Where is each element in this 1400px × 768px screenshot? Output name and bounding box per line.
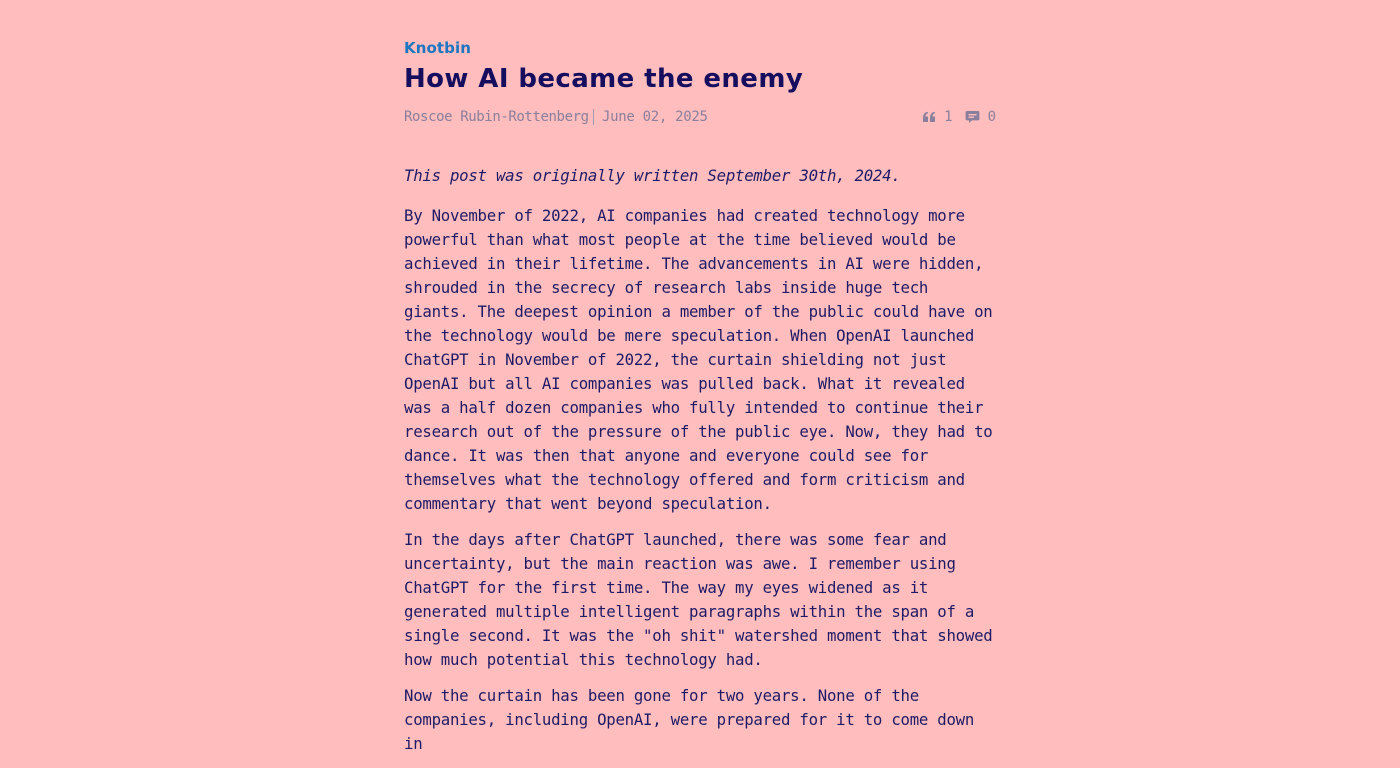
post-body: [404, 164, 996, 768]
post-date: June 02, 2025: [602, 109, 708, 125]
post-paragraph: In the days after ChatGPT launched, there was some fear and uncertainty, but the main reaction was awe. I remember using ChatGPT for the first time. The way my eyes widened as it generated multiple intelligent paragraphs within the span of a single second. It was the "oh shit" watershed moment that showed how much potential this technology had.: [404, 530, 993, 669]
post-meta: [404, 107, 996, 127]
post-paragraph: Now the curtain has been gone for two years. None of the companies, including OpenAI, were prepared for it to come down in: [404, 686, 975, 753]
post-stats: [921, 107, 996, 127]
post-paragraph: By November of 2022, AI companies had created technology more powerful than what most people at the time believed would be achieved in their lifetime. The advancements in AI were hidden, shrouded in the secrecy of research labs inside huge tech giants. The deepest opinion a member of the public could have on the technology would be mere speculation. When OpenAI launched ChatGPT in November of 2022, the curtain shielding not just OpenAI but all AI companies was pulled back. What it revealed was a half dozen companies who fully intended to continue their research out of the pressure of the public eye. Now, they had to dance. It was then that anyone and everyone could see for themselves what the technology offered and form criticism and commentary that went beyond speculation.: [404, 206, 993, 513]
comment-count: 0: [987, 109, 996, 125]
meta-divider: [593, 109, 594, 125]
quote-count: 1: [944, 109, 953, 125]
comment-icon[interactable]: [965, 107, 981, 127]
blog-name-link[interactable]: Knotbin: [404, 39, 472, 57]
quote-icon[interactable]: [921, 107, 937, 127]
post-title: How AI became the enemy: [404, 64, 804, 94]
post-intro-note: This post was originally written September 30th, 2024.: [404, 166, 901, 185]
author-name[interactable]: Roscoe Rubin-Rottenberg: [404, 109, 589, 125]
